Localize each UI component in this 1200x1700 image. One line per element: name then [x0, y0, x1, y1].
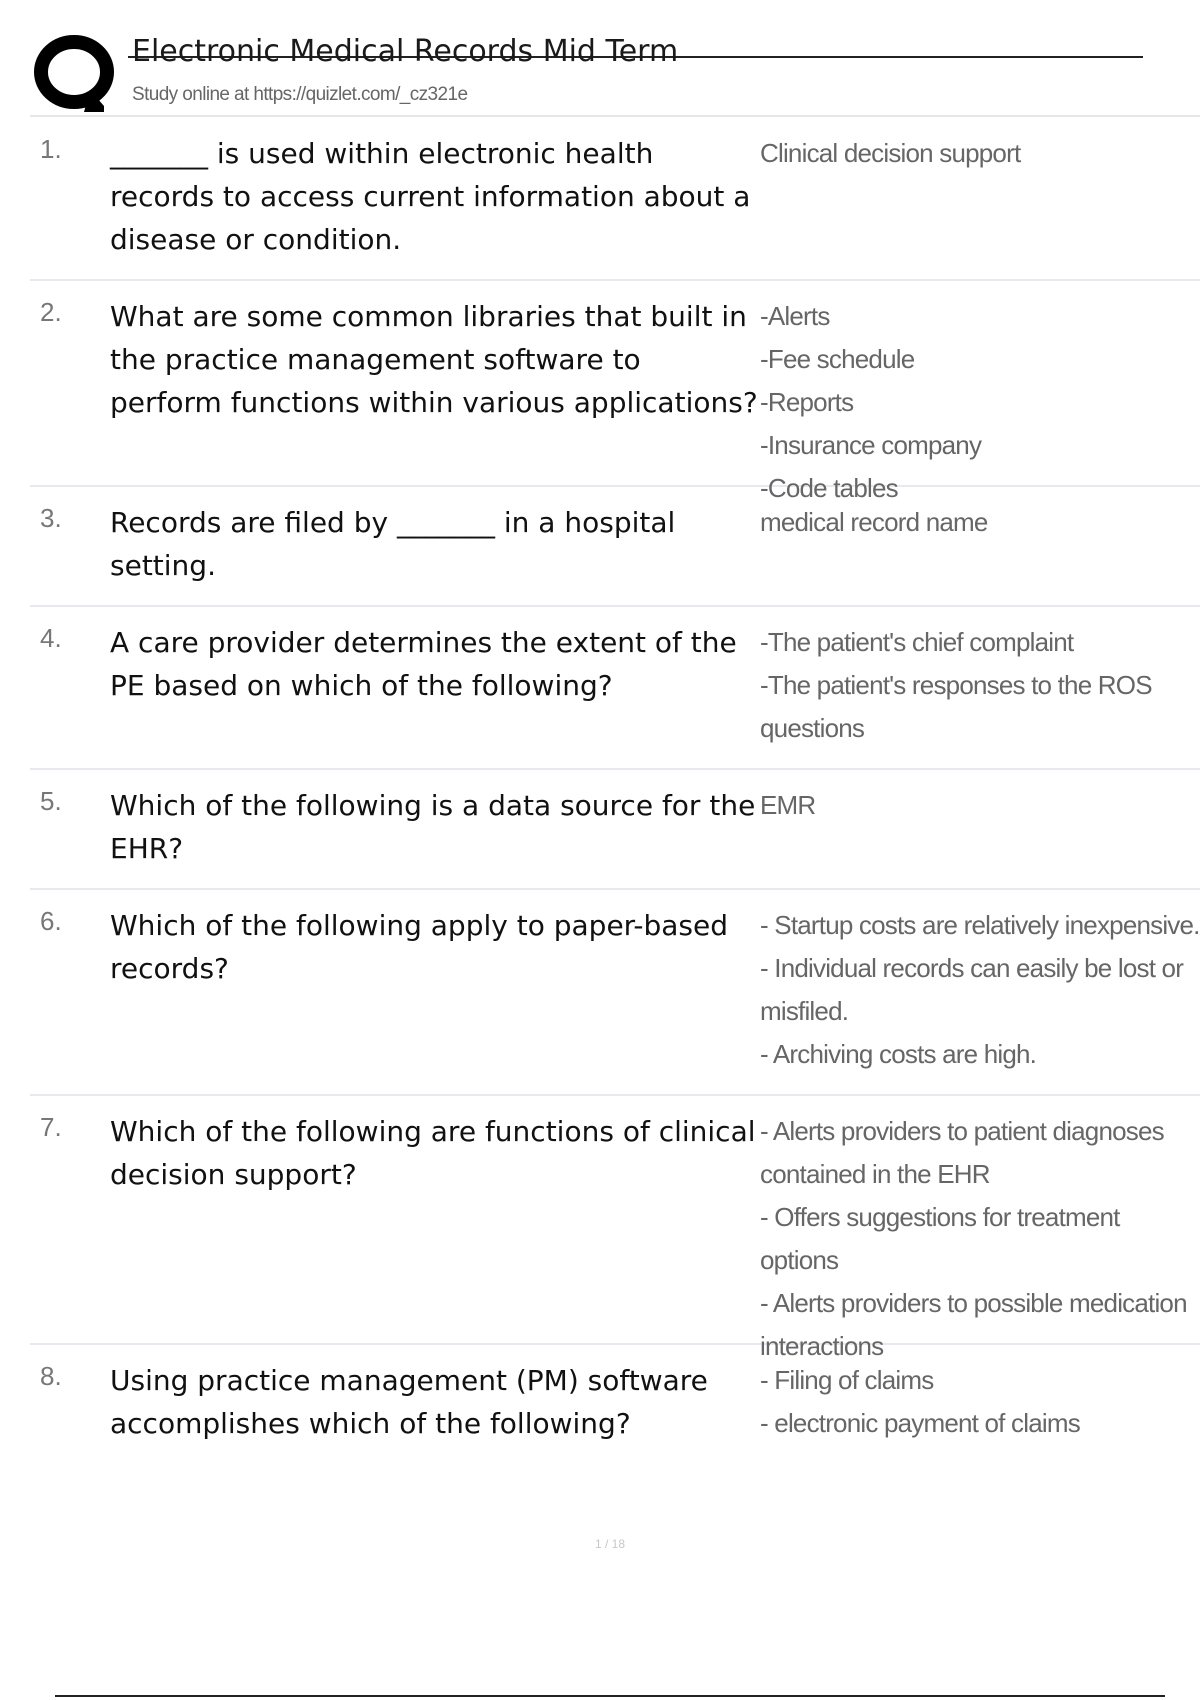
study-online-link[interactable]: Study online at https://quizlet.com/_cz321e [132, 84, 468, 105]
document-title: Electronic Medical Records Mid Term [132, 34, 679, 69]
card-term: Which of the following is a data source for the EHR? [110, 789, 756, 865]
card-term: Records are filed by _______ in a hospital setting. [110, 506, 676, 582]
card-number: 7. [40, 1112, 62, 1142]
card-term: What are some common libraries that built in the practice management software to perform functions within various applications? [110, 300, 758, 419]
definition-line: - Alerts providers to patient diagnoses contained in the EHR [760, 1116, 1164, 1189]
card-definition [760, 1359, 1200, 1445]
definition-line: - Filing of claims [760, 1365, 934, 1395]
card-definition [760, 501, 1200, 544]
quizlet-logo-icon [32, 34, 140, 114]
card-number: 5. [40, 786, 62, 816]
flashcard-row [30, 770, 1200, 890]
card-number: 6. [40, 906, 62, 936]
definition-line: - Individual records can easily be lost or misfiled. [760, 953, 1184, 1026]
definition-line: - electronic payment of claims [760, 1408, 1080, 1438]
definition-line: -The patient's responses to the ROS questions [760, 670, 1152, 743]
definition-line: EMR [760, 790, 816, 820]
card-definition [760, 295, 1200, 510]
definition-line: medical record name [760, 507, 988, 537]
card-number: 1. [40, 134, 62, 164]
flashcard-list [30, 118, 1200, 1463]
card-term: A care provider determines the extent of the PE based on which of the following? [110, 626, 737, 702]
card-definition [760, 904, 1200, 1076]
definition-line: -Reports [760, 387, 854, 417]
definition-line: Clinical decision support [760, 138, 1021, 168]
flashcard-row [30, 1345, 1200, 1463]
definition-line: -Insurance company [760, 430, 982, 460]
card-number: 2. [40, 297, 62, 327]
card-term: Using practice management (PM) software accomplishes which of the following? [110, 1364, 708, 1440]
definition-line: -Code tables [760, 473, 898, 503]
flashcard-row [30, 890, 1200, 1096]
card-term: Which of the following are functions of clinical decision support? [110, 1115, 756, 1191]
flashcard-row [30, 487, 1200, 607]
card-term: _______ is used within electronic health records to access current information about a disease or condition. [110, 137, 751, 256]
definition-line: -The patient's chief complaint [760, 627, 1074, 657]
definition-line: -Fee schedule [760, 344, 915, 374]
card-definition [760, 621, 1200, 750]
footer-divider [55, 1695, 1165, 1697]
flashcard-row [30, 118, 1200, 281]
definition-line: - Archiving costs are high. [760, 1039, 1037, 1069]
flashcard-row [30, 281, 1200, 503]
card-term: Which of the following apply to paper-based records? [110, 909, 729, 985]
definition-line: -Alerts [760, 301, 830, 331]
card-number: 3. [40, 503, 62, 533]
definition-line: - Offers suggestions for treatment options [760, 1202, 1120, 1275]
card-definition [760, 132, 1200, 175]
page-number: 1 / 18 [594, 1537, 626, 1551]
card-number: 4. [40, 623, 62, 653]
definition-line: - Alerts providers to possible medication interactions [760, 1288, 1187, 1361]
header-divider [30, 115, 1200, 117]
card-definition [760, 784, 1200, 827]
page-header [30, 28, 1140, 118]
card-definition [760, 1110, 1200, 1368]
card-number: 8. [40, 1361, 62, 1391]
flashcard-row [30, 607, 1200, 770]
definition-line: - Startup costs are relatively inexpensive. [760, 910, 1200, 940]
flashcard-row [30, 1096, 1200, 1361]
